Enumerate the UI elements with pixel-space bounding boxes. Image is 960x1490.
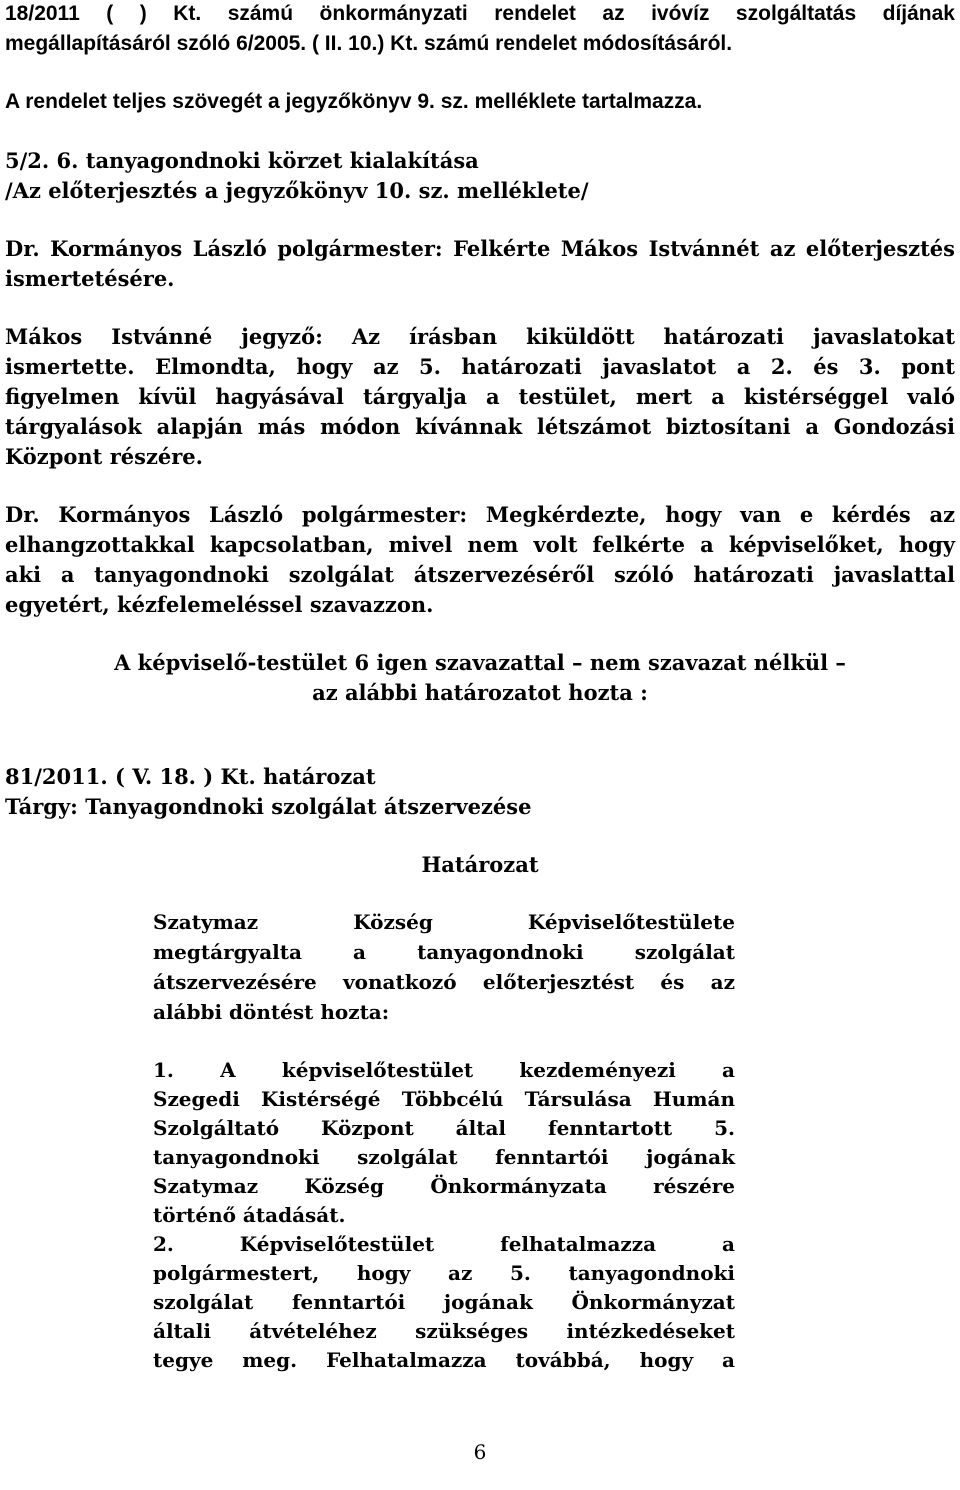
vote-result-line-1: A képviselő-testület 6 igen szavazattal – nem szavazat nélkül – [114, 650, 846, 675]
decree-attachment-note: A rendelet teljes szövegét a jegyzőkönyv 9. sz. melléklete tartalmazza. [5, 90, 703, 113]
resolution-intro-line-2: megtárgyalta a tanyagondnoki szolgálat [153, 940, 735, 964]
paragraph2-line-2: ismertette. Elmondta, hogy az 5. határozati javaslatot a 2. és 3. pont [5, 354, 955, 379]
paragraph1-line-1: Dr. Kormányos László polgármester: Felkérte Mákos Istvánnét az előterjesztés [5, 236, 955, 261]
agenda-attachment-ref: /Az előterjesztés a jegyzőkönyv 10. sz. melléklete/ [5, 178, 589, 203]
resolution-point2-line-1: 2. Képviselőtestület felhatalmazza a [153, 1232, 735, 1256]
resolution-point1-line-1: 1. A képviselőtestület kezdeményezi a [153, 1058, 735, 1082]
resolution-point1-line-6: történő átadását. [153, 1203, 346, 1227]
paragraph2-line-5: Központ részére. [5, 444, 203, 469]
paragraph3-line-1: Dr. Kormányos László polgármester: Megkérdezte, hogy van e kérdés az [5, 502, 955, 527]
resolution-point2-line-5: tegye meg. Felhatalmazza továbbá, hogy a [153, 1348, 735, 1372]
vote-result-line-2: az alábbi határozatot hozta : [312, 680, 648, 705]
resolution-intro-line-1: Szatymaz Község Képviselőtestülete [153, 910, 735, 934]
paragraph3-line-4: egyetért, kézfelemeléssel szavazzon. [5, 592, 434, 617]
decree-title-line-2: megállapításáról szóló 6/2005. ( II. 10.) Kt. számú rendelet módosításáról. [5, 32, 733, 55]
resolution-point2-line-3: szolgálat fenntartói jogának Önkormányzat [153, 1290, 735, 1314]
paragraph2-line-1: Mákos Istvánné jegyző: Az írásban kiküldött határozati javaslatokat [5, 324, 955, 349]
resolution-heading: Határozat [421, 852, 539, 877]
paragraph2-line-3: figyelmen kívül hagyásával tárgyalja a testület, mert a kistérséggel való [5, 384, 955, 409]
resolution-intro-line-4: alábbi döntést hozta: [153, 1000, 390, 1024]
resolution-intro-line-3: átszervezésére vonatkozó előterjesztést és az [153, 970, 735, 994]
paragraph1-line-2: ismertetésére. [5, 266, 175, 291]
resolution-point2-line-2: polgármestert, hogy az 5. tanyagondnoki [153, 1261, 735, 1285]
resolution-subject: Tárgy: Tanyagondnoki szolgálat átszervezése [5, 794, 532, 819]
page-number: 6 [473, 1440, 487, 1464]
resolution-point2-line-4: általi átvételéhez szükséges intézkedéseket [153, 1319, 735, 1343]
resolution-point1-line-3: Szolgáltató Központ által fenntartott 5. [153, 1116, 735, 1140]
decree-title-line-1: 18/2011 ( ) Kt. számú önkormányzati rendelet az ivóvíz szolgáltatás díjának [5, 2, 955, 25]
document-page [5, 0, 955, 1490]
paragraph3-line-3: aki a tanyagondnoki szolgálat átszervezéséről szóló határozati javaslattal [5, 562, 955, 587]
resolution-point1-line-2: Szegedi Kistérségé Többcélú Társulása Humán [153, 1087, 735, 1111]
paragraph3-line-2: elhangzottakkal kapcsolatban, mivel nem volt felkérte a képviselőket, hogy [5, 532, 955, 557]
agenda-item-title: 5/2. 6. tanyagondnoki körzet kialakítása [5, 148, 479, 173]
paragraph2-line-4: tárgyalások alapján más módon kívánnak létszámot biztosítani a Gondozási [5, 414, 955, 439]
resolution-point1-line-5: Szatymaz Község Önkormányzata részére [153, 1174, 735, 1198]
resolution-number: 81/2011. ( V. 18. ) Kt. határozat [5, 764, 376, 789]
resolution-point1-line-4: tanyagondnoki szolgálat fenntartói jogának [153, 1145, 735, 1169]
